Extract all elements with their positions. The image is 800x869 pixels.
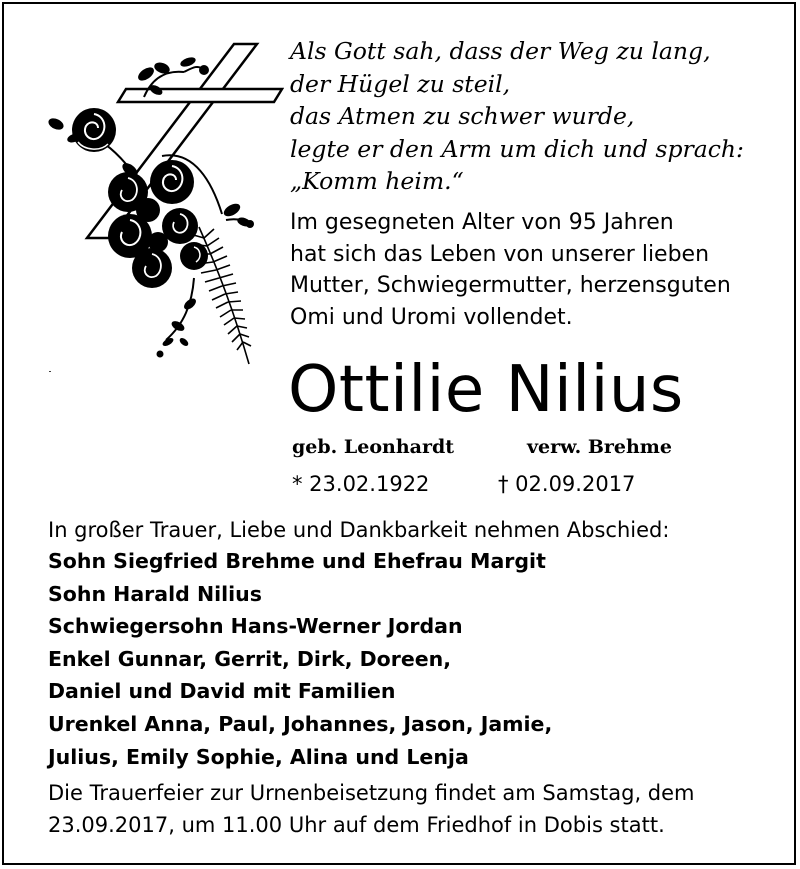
poem-line: das Atmen zu schwer wurde, <box>290 102 635 130</box>
mourner-line: Daniel und David mit Familien <box>48 679 396 704</box>
announcement-line: Mutter, Schwiegermutter, herzensguten <box>290 273 731 298</box>
death-date: † 02.09.2017 <box>498 472 636 496</box>
deceased-name: Ottilie Nilius <box>288 353 684 427</box>
birth-name: geb. Leonhardt <box>292 436 455 458</box>
obituary-frame <box>2 2 796 865</box>
announcement-text <box>290 207 790 333</box>
funeral-line: Die Trauerfeier zur Urnenbeisetzung findet am Samstag, dem <box>48 781 695 805</box>
mourner-line: Schwiegersohn Hans-Werner Jordan <box>48 614 463 639</box>
poem-line: „Komm heim.“ <box>290 167 464 195</box>
mourners-list <box>48 545 788 773</box>
widowed-name: verw. Brehme <box>527 436 672 458</box>
funeral-info <box>48 777 788 841</box>
announcement-line: hat sich das Leben von unserer lieben <box>290 241 710 267</box>
poem-line: Als Gott sah, dass der Weg zu lang, <box>290 37 711 65</box>
mourner-line: Julius, Emily Sophie, Alina und Lenja <box>48 744 469 769</box>
mourner-line: Sohn Siegfried Brehme und Ehefrau Margit <box>48 549 546 573</box>
poem-line: legte er den Arm um dich und sprach: <box>290 134 744 163</box>
poem <box>290 35 790 198</box>
birth-date: * 23.02.1922 <box>292 472 430 496</box>
announcement-line: Omi und Uromi vollendet. <box>290 304 573 330</box>
funeral-line: 23.09.2017, um 11.00 Uhr auf dem Friedhof in Dobis statt. <box>48 813 665 837</box>
mourner-line: Sohn Harald Nilius <box>48 581 262 606</box>
mourner-line: Urenkel Anna, Paul, Johannes, Jason, Jamie, <box>48 711 553 736</box>
announcement-line: Im gesegneten Alter von 95 Jahren <box>290 210 674 235</box>
poem-line: der Hügel zu steil, <box>290 69 511 98</box>
cross-with-roses-icon <box>44 42 284 372</box>
mourning-intro: In großer Trauer, Liebe und Dankbarkeit nehmen Abschied: <box>48 518 670 542</box>
mourner-line: Enkel Gunnar, Gerrit, Dirk, Doreen, <box>48 646 452 671</box>
